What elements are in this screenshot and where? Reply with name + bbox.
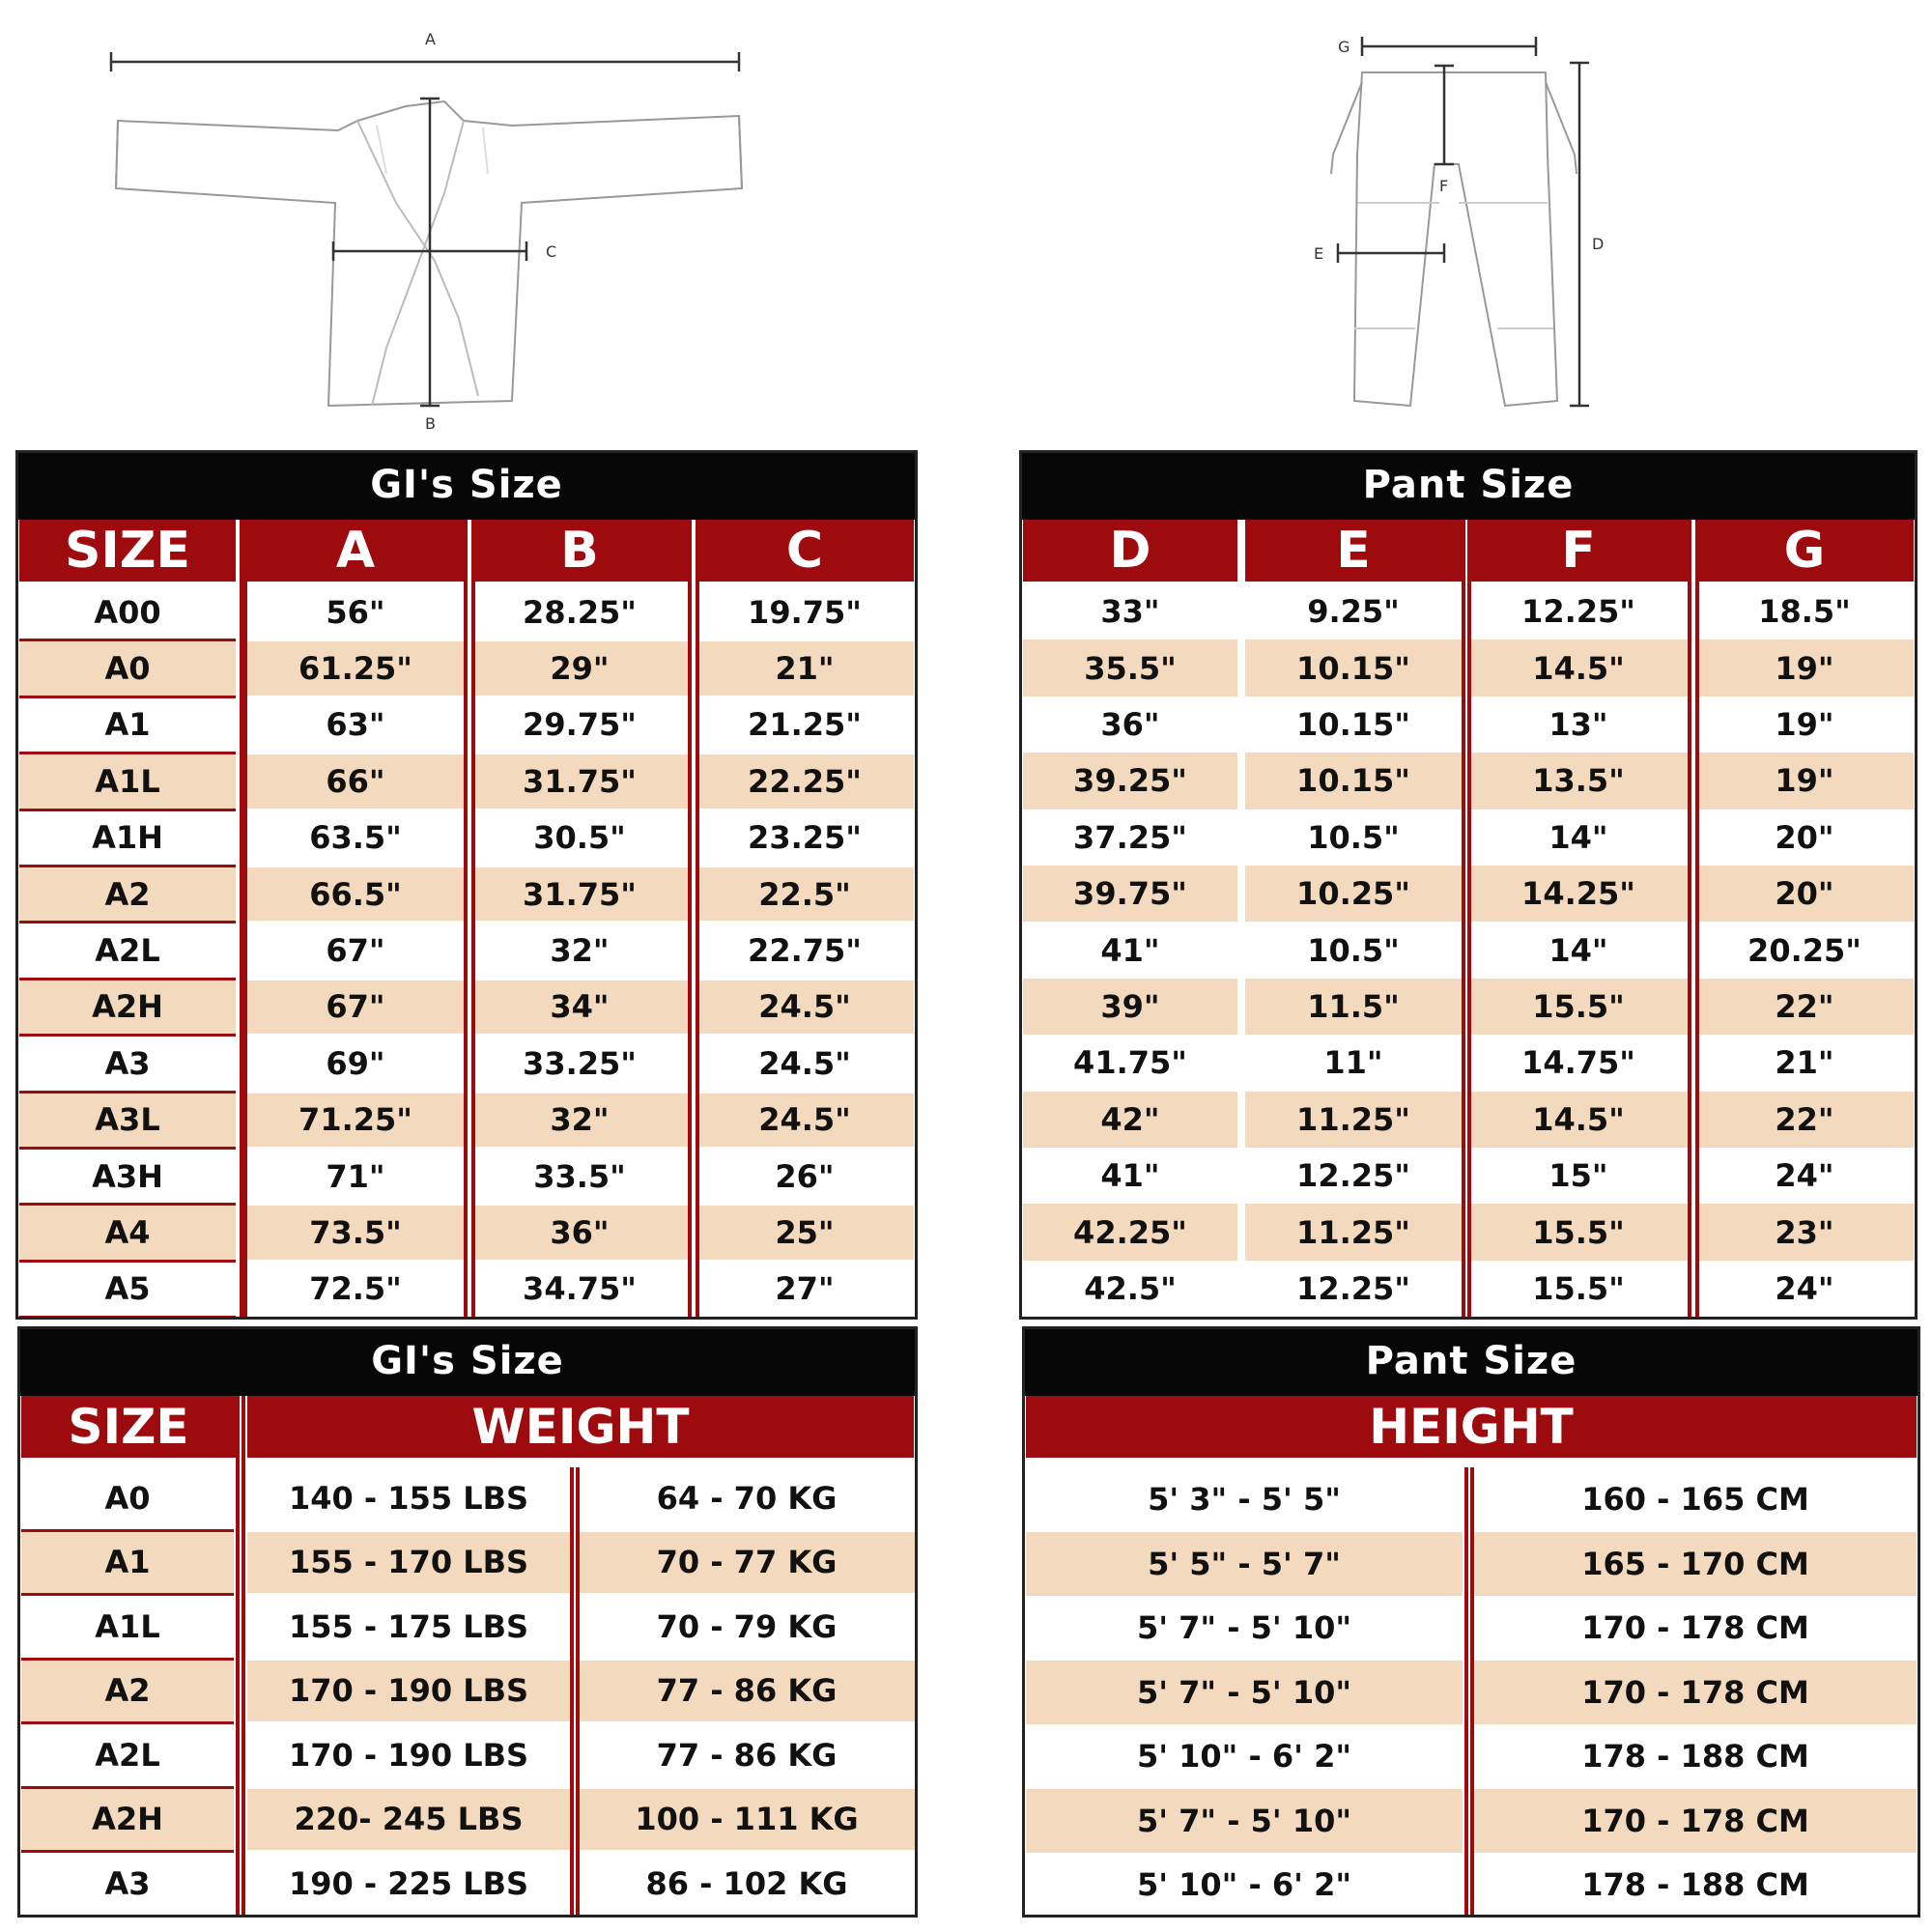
jacket-label-c: C bbox=[546, 242, 557, 261]
table-cell: 23" bbox=[1695, 1204, 1914, 1260]
column-divider bbox=[236, 1396, 240, 1918]
row-divider bbox=[21, 1915, 234, 1918]
table-cell: 41.75" bbox=[1023, 1035, 1237, 1091]
table-cell: 63" bbox=[247, 698, 464, 752]
table-cell: 9.25" bbox=[1245, 583, 1462, 639]
column-divider bbox=[1470, 1467, 1474, 1918]
table-cell: 70 - 77 KG bbox=[578, 1532, 916, 1594]
table-cell: 27" bbox=[696, 1263, 914, 1316]
table-cell: 5' 5" - 5' 7" bbox=[1026, 1532, 1463, 1597]
table-cell: 66" bbox=[247, 754, 464, 808]
column-header: D bbox=[1023, 520, 1237, 582]
table-cell: 42.5" bbox=[1023, 1261, 1237, 1317]
table-cell: 5' 7" - 5' 10" bbox=[1026, 1596, 1463, 1661]
pant-outline bbox=[1354, 72, 1557, 406]
table-cell: A2H bbox=[21, 1789, 234, 1851]
table-cell: 22.25" bbox=[696, 754, 914, 808]
table-cell: 18.5" bbox=[1695, 583, 1914, 639]
table-cell: 170 - 190 LBS bbox=[247, 1661, 570, 1722]
table-cell: 33.5" bbox=[471, 1150, 688, 1203]
table-cell: 13" bbox=[1469, 696, 1688, 753]
gi-size-table bbox=[15, 450, 918, 1320]
table-cell: 15.5" bbox=[1469, 979, 1688, 1035]
table-cell: 21" bbox=[1695, 1035, 1914, 1091]
table-cell: 30.5" bbox=[471, 811, 688, 865]
column-header: F bbox=[1469, 520, 1688, 582]
table-cell: 34" bbox=[471, 980, 688, 1034]
table-cell: 71.25" bbox=[247, 1094, 464, 1147]
table-cell: 32" bbox=[471, 923, 688, 977]
table-cell: 15.5" bbox=[1469, 1261, 1688, 1317]
table-cell: 24.5" bbox=[696, 1094, 914, 1147]
table-cell: 64 - 70 KG bbox=[578, 1467, 916, 1529]
table-cell: 36" bbox=[1023, 696, 1237, 753]
table-cell: 72.5" bbox=[247, 1263, 464, 1316]
column-divider bbox=[570, 1467, 574, 1918]
table-cell: 22" bbox=[1695, 1092, 1914, 1148]
table-cell: 155 - 175 LBS bbox=[247, 1596, 570, 1658]
table-title: Pant Size bbox=[1019, 450, 1918, 520]
table-cell: 178 - 188 CM bbox=[1474, 1853, 1917, 1918]
table-cell: 41" bbox=[1023, 922, 1237, 978]
table-cell: 170 - 178 CM bbox=[1474, 1661, 1917, 1725]
table-cell: 14.5" bbox=[1469, 1092, 1688, 1148]
table-cell: 77 - 86 KG bbox=[578, 1661, 916, 1722]
table-cell: 170 - 190 LBS bbox=[247, 1724, 570, 1786]
table-cell: 32" bbox=[471, 1094, 688, 1147]
table-cell: A1 bbox=[19, 698, 236, 752]
table-title: Pant Size bbox=[1022, 1326, 1920, 1396]
table-cell: 19.75" bbox=[696, 585, 914, 639]
column-divider bbox=[1688, 520, 1691, 1320]
table-cell: 13.5" bbox=[1469, 753, 1688, 809]
table-cell: 34.75" bbox=[471, 1263, 688, 1316]
table-cell: 66.5" bbox=[247, 867, 464, 921]
column-divider bbox=[1464, 1467, 1468, 1918]
table-cell: 19" bbox=[1695, 753, 1914, 809]
column-divider bbox=[1467, 520, 1471, 1320]
table-cell: 20.25" bbox=[1695, 922, 1914, 978]
table-cell: A2L bbox=[19, 923, 236, 977]
table-cell: A3L bbox=[19, 1094, 236, 1147]
table-cell: 63.5" bbox=[247, 811, 464, 865]
column-header: SIZE bbox=[21, 1396, 236, 1458]
table-cell: 140 - 155 LBS bbox=[247, 1467, 570, 1529]
table-cell: 5' 7" - 5' 10" bbox=[1026, 1661, 1463, 1725]
gi-weight-table bbox=[17, 1326, 918, 1918]
table-cell: 11.25" bbox=[1245, 1092, 1462, 1148]
table-cell: 12.25" bbox=[1245, 1148, 1462, 1204]
column-divider bbox=[576, 1467, 580, 1918]
table-cell: 170 - 178 CM bbox=[1474, 1789, 1917, 1854]
table-cell: 19" bbox=[1695, 696, 1914, 753]
pant-diagram bbox=[1294, 19, 1700, 435]
pant-height-table bbox=[1022, 1326, 1920, 1918]
table-cell: 42.25" bbox=[1023, 1204, 1237, 1260]
table-cell: 178 - 188 CM bbox=[1474, 1724, 1917, 1789]
table-cell: 10.5" bbox=[1245, 922, 1462, 978]
jacket-label-a: A bbox=[425, 30, 436, 48]
table-cell: 61.25" bbox=[247, 641, 464, 695]
table-cell: 37.25" bbox=[1023, 810, 1237, 866]
pant-size-table bbox=[1019, 450, 1918, 1320]
table-cell: 33" bbox=[1023, 583, 1237, 639]
table-cell: A3 bbox=[19, 1037, 236, 1090]
table-cell: A1 bbox=[21, 1532, 234, 1594]
table-cell: 33.25" bbox=[471, 1037, 688, 1090]
table-cell: 24" bbox=[1695, 1261, 1914, 1317]
table-cell: 11.5" bbox=[1245, 979, 1462, 1035]
table-cell: 26" bbox=[696, 1150, 914, 1203]
table-cell: 14" bbox=[1469, 810, 1688, 866]
table-cell: 165 - 170 CM bbox=[1474, 1532, 1917, 1597]
table-cell: A3 bbox=[21, 1853, 234, 1915]
table-cell: 10.25" bbox=[1245, 866, 1462, 922]
table-cell: 71" bbox=[247, 1150, 464, 1203]
table-cell: A5 bbox=[19, 1263, 236, 1316]
table-cell: 29" bbox=[471, 641, 688, 695]
table-cell: 28.25" bbox=[471, 585, 688, 639]
table-cell: 160 - 165 CM bbox=[1474, 1467, 1917, 1532]
table-cell: A1L bbox=[19, 754, 236, 808]
table-cell: 70 - 79 KG bbox=[578, 1596, 916, 1658]
table-cell: 22.5" bbox=[696, 867, 914, 921]
table-cell: 69" bbox=[247, 1037, 464, 1090]
column-header: A bbox=[247, 520, 464, 582]
table-cell: 100 - 111 KG bbox=[578, 1789, 916, 1851]
column-divider bbox=[1462, 520, 1465, 1320]
table-cell: A0 bbox=[21, 1467, 234, 1529]
table-cell: 24" bbox=[1695, 1148, 1914, 1204]
table-cell: A2 bbox=[19, 867, 236, 921]
table-cell: 10.15" bbox=[1245, 639, 1462, 696]
pant-label-g: G bbox=[1338, 38, 1350, 56]
table-cell: A4 bbox=[19, 1206, 236, 1259]
table-cell: 5' 10" - 6' 2" bbox=[1026, 1724, 1463, 1789]
table-cell: 42" bbox=[1023, 1092, 1237, 1148]
table-cell: 14" bbox=[1469, 922, 1688, 978]
pant-label-e: E bbox=[1314, 244, 1324, 263]
table-cell: 67" bbox=[247, 980, 464, 1034]
table-cell: 73.5" bbox=[247, 1206, 464, 1259]
column-divider bbox=[688, 520, 692, 1320]
table-cell: 10.15" bbox=[1245, 696, 1462, 753]
table-cell: A1H bbox=[19, 811, 236, 865]
table-cell: 56" bbox=[247, 585, 464, 639]
table-cell: 14.5" bbox=[1469, 639, 1688, 696]
jacket-label-b: B bbox=[425, 414, 436, 433]
column-header: C bbox=[696, 520, 914, 582]
column-header: E bbox=[1245, 520, 1462, 582]
table-cell: 36" bbox=[471, 1206, 688, 1259]
column-header: B bbox=[471, 520, 688, 582]
table-cell: 31.75" bbox=[471, 867, 688, 921]
table-cell: 19" bbox=[1695, 639, 1914, 696]
table-cell: 20" bbox=[1695, 866, 1914, 922]
table-cell: 67" bbox=[247, 923, 464, 977]
table-cell: 11" bbox=[1245, 1035, 1462, 1091]
table-cell: 29.75" bbox=[471, 698, 688, 752]
pant-label-f: F bbox=[1439, 177, 1449, 195]
table-cell: 25" bbox=[696, 1206, 914, 1259]
table-cell: 39.75" bbox=[1023, 866, 1237, 922]
table-cell: 12.25" bbox=[1245, 1261, 1462, 1317]
table-cell: 5' 10" - 6' 2" bbox=[1026, 1853, 1463, 1918]
column-divider bbox=[696, 520, 699, 1320]
table-cell: 35.5" bbox=[1023, 639, 1237, 696]
table-cell: A2L bbox=[21, 1724, 234, 1786]
table-cell: 12.25" bbox=[1469, 583, 1688, 639]
table-cell: 22.75" bbox=[696, 923, 914, 977]
table-cell: 155 - 170 LBS bbox=[247, 1532, 570, 1594]
table-cell: A3H bbox=[19, 1150, 236, 1203]
table-cell: 39.25" bbox=[1023, 753, 1237, 809]
table-cell: 190 - 225 LBS bbox=[247, 1853, 570, 1915]
column-divider bbox=[1695, 520, 1699, 1320]
table-cell: 5' 7" - 5' 10" bbox=[1026, 1789, 1463, 1854]
table-title: GI's Size bbox=[15, 450, 918, 520]
column-header: SIZE bbox=[19, 520, 236, 582]
table-cell: 10.15" bbox=[1245, 753, 1462, 809]
column-header: G bbox=[1695, 520, 1914, 582]
table-cell: 170 - 178 CM bbox=[1474, 1596, 1917, 1661]
table-cell: 31.75" bbox=[471, 754, 688, 808]
table-cell: 24.5" bbox=[696, 980, 914, 1034]
table-cell: A2 bbox=[21, 1661, 234, 1722]
table-cell: 10.5" bbox=[1245, 810, 1462, 866]
pant-label-d: D bbox=[1592, 235, 1605, 253]
table-cell: 77 - 86 KG bbox=[578, 1724, 916, 1786]
table-cell: 20" bbox=[1695, 810, 1914, 866]
column-divider bbox=[471, 520, 475, 1320]
column-divider bbox=[242, 1396, 245, 1918]
table-cell: 22" bbox=[1695, 979, 1914, 1035]
table-cell: 24.5" bbox=[696, 1037, 914, 1090]
table-cell: 11.25" bbox=[1245, 1204, 1462, 1260]
table-cell: 5' 3" - 5' 5" bbox=[1026, 1467, 1463, 1532]
table-cell: 41" bbox=[1023, 1148, 1237, 1204]
table-cell: 14.75" bbox=[1469, 1035, 1688, 1091]
table-cell: 23.25" bbox=[696, 811, 914, 865]
column-divider bbox=[243, 520, 247, 1320]
table-cell: 14.25" bbox=[1469, 866, 1688, 922]
column-header: HEIGHT bbox=[1026, 1396, 1917, 1458]
table-cell: A00 bbox=[19, 585, 236, 639]
table-cell: 15" bbox=[1469, 1148, 1688, 1204]
table-cell: 21.25" bbox=[696, 698, 914, 752]
table-cell: 39" bbox=[1023, 979, 1237, 1035]
table-cell: 86 - 102 KG bbox=[578, 1853, 916, 1915]
table-cell: A1L bbox=[21, 1596, 234, 1658]
table-cell: 15.5" bbox=[1469, 1204, 1688, 1260]
column-header: WEIGHT bbox=[247, 1396, 914, 1458]
table-cell: 220- 245 LBS bbox=[247, 1789, 570, 1851]
column-divider bbox=[464, 520, 468, 1320]
table-cell: A0 bbox=[19, 641, 236, 695]
row-divider bbox=[19, 1316, 236, 1319]
table-title: GI's Size bbox=[17, 1326, 918, 1396]
jacket-diagram bbox=[97, 19, 773, 435]
table-cell: 21" bbox=[696, 641, 914, 695]
table-cell: A2H bbox=[19, 980, 236, 1034]
